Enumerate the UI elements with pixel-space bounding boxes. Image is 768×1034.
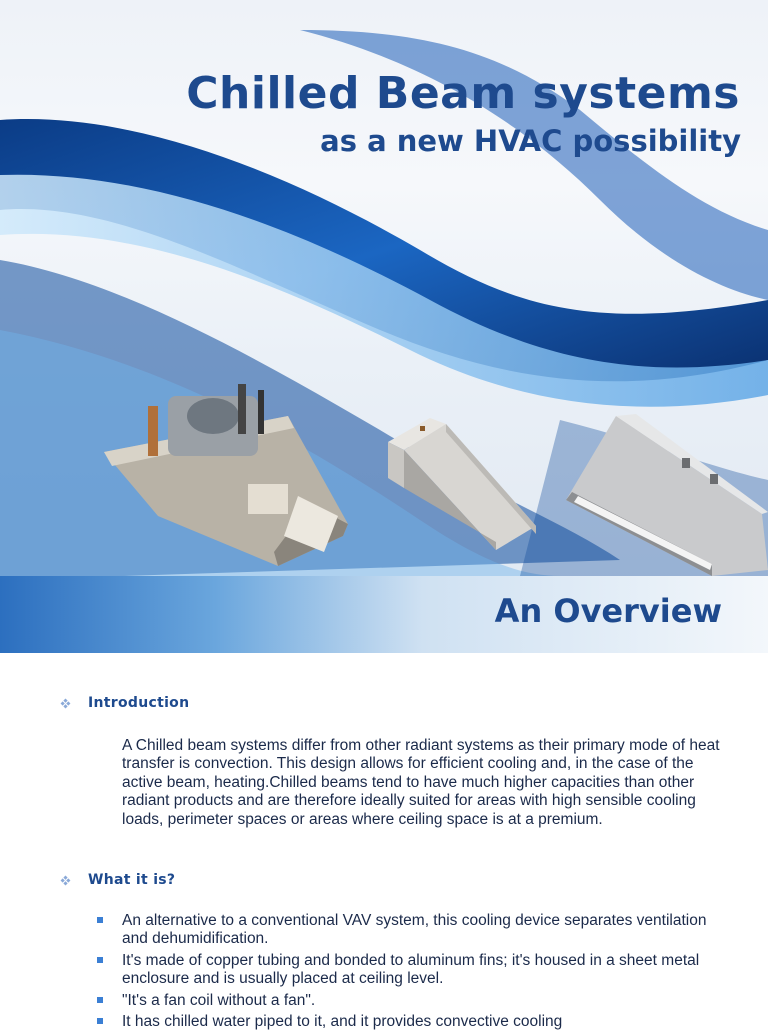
active-chilled-beam-image: [98, 376, 366, 572]
ceiling-chilled-beam-image: [562, 414, 768, 576]
list-item: [97, 952, 717, 989]
content-slide: [0, 653, 768, 1031]
introduction-heading: [62, 695, 189, 711]
slide-subtitle: as a new HVAC possibility: [320, 124, 741, 158]
square-bullet-icon: [97, 957, 103, 963]
passive-chilled-beam-image: [386, 416, 540, 551]
square-bullet-icon: [97, 997, 103, 1003]
what-it-is-list: [97, 912, 717, 1034]
list-item: [97, 992, 717, 1010]
list-item-text: "It's a fan coil without a fan".: [122, 991, 316, 1009]
overview-heading: An Overview: [494, 592, 722, 630]
introduction-heading-text: Introduction: [88, 695, 190, 711]
list-item: [97, 912, 717, 949]
square-bullet-icon: [97, 1018, 103, 1024]
list-item-text: An alternative to a conventional VAV system, this cooling device separates ventilation and dehumidification.: [122, 912, 707, 948]
what-it-is-heading-text: What it is?: [88, 872, 176, 888]
slide-title: Chilled Beam systems: [186, 68, 740, 119]
diamond-bullet-icon: [61, 698, 71, 708]
list-item-text: It's made of copper tubing and bonded to aluminum fins; it's housed in a sheet metal enclosure and is usually placed at ceiling level.: [122, 951, 700, 988]
list-item: [97, 1013, 717, 1031]
square-bullet-icon: [97, 917, 103, 923]
list-item-text: It has chilled water piped to it, and it provides convective cooling: [122, 1013, 563, 1031]
what-it-is-heading: [62, 872, 175, 888]
diamond-bullet-icon: [61, 875, 71, 885]
introduction-paragraph: A Chilled beam systems differ from other radiant systems as their primary mode of heat transfer is convection. This design allows for efficient cooling and, in the case of the active beam, heating.Chilled beams tend to have much higher capacities than other radiant products and are therefore ideally suited for areas with high sensible cooling loads, perimeter spaces or areas where ceiling space is at a premium.: [122, 737, 720, 828]
